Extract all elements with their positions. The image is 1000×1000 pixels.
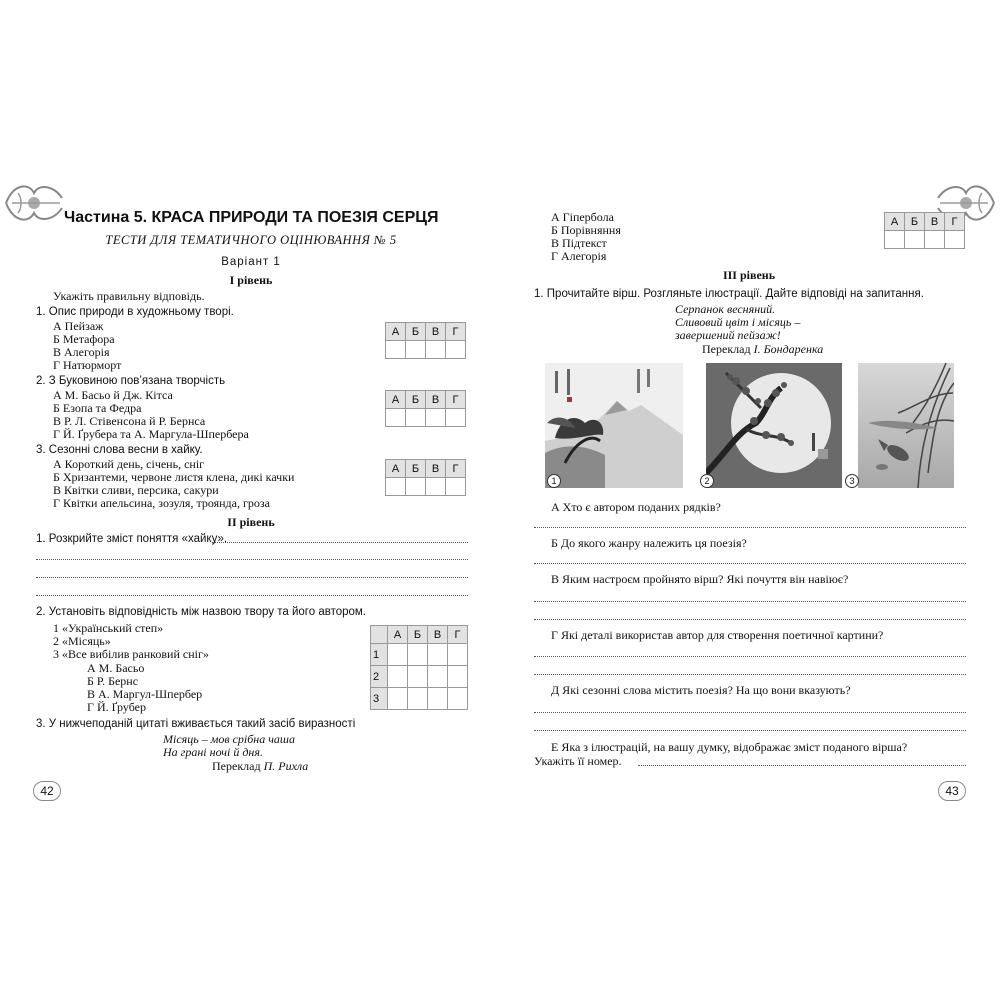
answer-line[interactable] (212, 542, 468, 543)
answer-grid-q6 (884, 212, 965, 249)
grid-header-b: Б (406, 323, 426, 341)
question-f: Е Яка з ілюстрацій, на вашу думку, відображає зміст поданого вірша? (551, 740, 908, 754)
quote-line-2: На грані ночі й дня. (163, 745, 263, 759)
answer-cell[interactable] (446, 409, 466, 427)
answer-grid-q2 (385, 390, 466, 427)
grid-header-a: А (388, 626, 408, 644)
answer-line[interactable] (534, 619, 966, 620)
level1-title: І рівень (229, 273, 273, 287)
answer-cell[interactable] (428, 644, 448, 666)
grid-header-a: А (386, 323, 406, 341)
row-label-1: 1 (371, 644, 388, 666)
answer-cell[interactable] (406, 341, 426, 359)
grid-header-d: Г (448, 626, 468, 644)
q3-option-d: Г Квітки апельсина, зозуля, троянда, гроза (53, 496, 270, 510)
illustration-3 (858, 363, 954, 488)
question-2: 2. З Буковиною пов’язана творчість (36, 375, 226, 387)
poem-line-3: завершений пейзаж! (675, 328, 781, 342)
q1-option-b: Б Метафора (53, 332, 115, 346)
q6-option-c: В Підтекст (551, 236, 607, 250)
grid-header-c: В (426, 391, 446, 409)
level3-title: ІІІ рівень (722, 268, 776, 282)
answer-cell[interactable] (426, 478, 446, 496)
answer-cell[interactable] (388, 644, 408, 666)
answer-line[interactable] (534, 730, 966, 731)
answer-cell[interactable] (446, 478, 466, 496)
answer-grid-q1 (385, 322, 466, 359)
illustration-label-1: 1 (547, 474, 561, 488)
answer-cell[interactable] (426, 341, 446, 359)
grid-header-d: Г (446, 391, 466, 409)
q2-option-b: Б Езопа та Федра (53, 401, 142, 415)
author-a: А М. Басьо (87, 661, 145, 675)
author-c: В А. Маргул-Шпербер (87, 687, 203, 701)
answer-line[interactable] (36, 577, 468, 578)
grid-header-c: В (426, 323, 446, 341)
variant-label: Варіант 1 (221, 256, 281, 268)
q1-option-d: Г Натюрморт (53, 358, 122, 372)
quote-line-1: Місяць – мов срібна чаша (163, 732, 295, 746)
answer-cell[interactable] (386, 341, 406, 359)
corner-ornament-left (4, 178, 64, 228)
grid-header-a: А (885, 213, 905, 231)
q3-option-a: А Короткий день, січень, сніг (53, 457, 205, 471)
instruction-text: Укажіть правильну відповідь. (53, 289, 205, 303)
answer-cell[interactable] (386, 409, 406, 427)
answer-cell[interactable] (408, 644, 428, 666)
grid-header-d: Г (446, 460, 466, 478)
answer-line[interactable] (534, 527, 966, 528)
work-1: 1 «Український степ» (53, 621, 164, 635)
q6-option-b: Б Порівняння (551, 223, 621, 237)
grid-header-b: Б (905, 213, 925, 231)
answer-cell[interactable] (408, 666, 428, 688)
question-c: В Яким настроєм пройнято вірш? Які почуття він навіює? (551, 572, 849, 586)
grid-header-a: А (386, 391, 406, 409)
answer-cell[interactable] (448, 644, 468, 666)
q2-option-d: Г Й. Ґрубера та А. Маргула-Шпербера (53, 427, 249, 441)
question-b: Б До якого жанру належить ця поезія? (551, 536, 747, 550)
answer-cell[interactable] (446, 341, 466, 359)
answer-cell[interactable] (905, 231, 925, 249)
q2-option-a: А М. Басьо й Дж. Кітса (53, 388, 173, 402)
quote-translator (212, 760, 308, 773)
chapter-title: Частина 5. КРАСА ПРИРОДИ ТА ПОЕЗІЯ СЕРЦЯ (64, 209, 439, 226)
row-label-3: 3 (371, 688, 388, 710)
answer-cell[interactable] (428, 666, 448, 688)
answer-cell[interactable] (925, 231, 945, 249)
author-d: Г Й. Ґрубер (87, 700, 146, 714)
answer-line[interactable] (534, 656, 966, 657)
question-1: 1. Опис природи в художньому творі. (36, 306, 234, 318)
page-number-left: 42 (33, 781, 61, 801)
answer-cell[interactable] (388, 688, 408, 710)
answer-cell[interactable] (945, 231, 965, 249)
q2-option-c: В Р. Л. Стівенсона й Р. Бернса (53, 414, 206, 428)
last-line: Укажіть її номер. (534, 754, 622, 768)
answer-cell[interactable] (388, 666, 408, 688)
poem-line-2: Сливовий цвіт і місяць – (675, 315, 801, 329)
answer-cell[interactable] (448, 666, 468, 688)
q6-option-a: А Гіпербола (551, 210, 614, 224)
poem-line-1: Серпанок весняний. (675, 302, 776, 316)
answer-cell[interactable] (885, 231, 905, 249)
illustration-2 (706, 363, 842, 488)
translator-prefix: Переклад (702, 342, 754, 356)
task-text: 1. Прочитайте вірш. Розгляньте ілюстрації. Дайте відповіді на запитання. (534, 288, 924, 300)
q3-option-c: В Квітки сливи, персика, сакури (53, 483, 219, 497)
translator-name: П. Рихла (263, 759, 309, 773)
row-label-2: 2 (371, 666, 388, 688)
grid-header-d: Г (446, 323, 466, 341)
question-6: 3. У нижчеподаній цитаті вживається такий засіб виразності (36, 718, 356, 730)
page-number-right: 43 (938, 781, 966, 801)
test-subtitle: ТЕСТИ ДЛЯ ТЕМАТИЧНОГО ОЦІНЮВАННЯ № 5 (105, 233, 397, 247)
author-b: Б Р. Бернс (87, 674, 139, 688)
answer-cell[interactable] (428, 688, 448, 710)
q3-option-b: Б Хризантеми, червоне листя клена, дикі качки (53, 470, 295, 484)
grid-corner (371, 626, 388, 644)
grid-header-c: В (925, 213, 945, 231)
answer-line[interactable] (36, 559, 468, 560)
answer-cell[interactable] (426, 409, 446, 427)
work-2: 2 «Місяць» (53, 634, 111, 648)
matching-grid (370, 625, 468, 710)
illustration-1 (545, 363, 683, 488)
answer-cell[interactable] (406, 478, 426, 496)
grid-header-c: В (428, 626, 448, 644)
question-3: 3. Сезонні слова весни в хайку. (36, 444, 203, 456)
question-d: Г Які деталі використав автор для створення поетичної картини? (551, 628, 884, 642)
grid-header-c: В (426, 460, 446, 478)
grid-header-b: Б (408, 626, 428, 644)
question-e: Д Які сезонні слова містить поезія? На що вони вказують? (551, 683, 851, 697)
question-4: 1. Розкрийте зміст поняття «хайку». (36, 533, 228, 545)
answer-line[interactable] (534, 674, 966, 675)
poem-translator (702, 343, 823, 356)
work-3: 3 «Все вибілив ранковий сніг» (53, 647, 209, 661)
illustration-label-3: 3 (845, 474, 859, 488)
grid-header-b: Б (406, 391, 426, 409)
translator-name: І. Бондаренка (753, 342, 824, 356)
answer-line[interactable] (534, 601, 966, 602)
answer-line[interactable] (534, 563, 966, 564)
answer-grid-q3 (385, 459, 466, 496)
answer-cell[interactable] (386, 478, 406, 496)
illustration-label-2: 2 (700, 474, 714, 488)
translator-prefix: Переклад (212, 759, 264, 773)
q1-option-a: А Пейзаж (53, 319, 104, 333)
q6-option-d: Г Алегорія (551, 249, 607, 263)
question-5: 2. Установіть відповідність між назвою твору та його автором. (36, 606, 367, 618)
grid-header-a: А (386, 460, 406, 478)
grid-header-b: Б (406, 460, 426, 478)
question-a: А Хто є автором поданих рядків? (551, 500, 721, 514)
answer-line[interactable] (36, 595, 468, 596)
q1-option-c: В Алегорія (53, 345, 110, 359)
answer-line[interactable] (534, 712, 966, 713)
answer-cell[interactable] (406, 409, 426, 427)
answer-cell[interactable] (448, 688, 468, 710)
level2-title: ІІ рівень (227, 515, 275, 529)
answer-cell[interactable] (408, 688, 428, 710)
grid-header-d: Г (945, 213, 965, 231)
answer-line[interactable] (638, 765, 966, 766)
